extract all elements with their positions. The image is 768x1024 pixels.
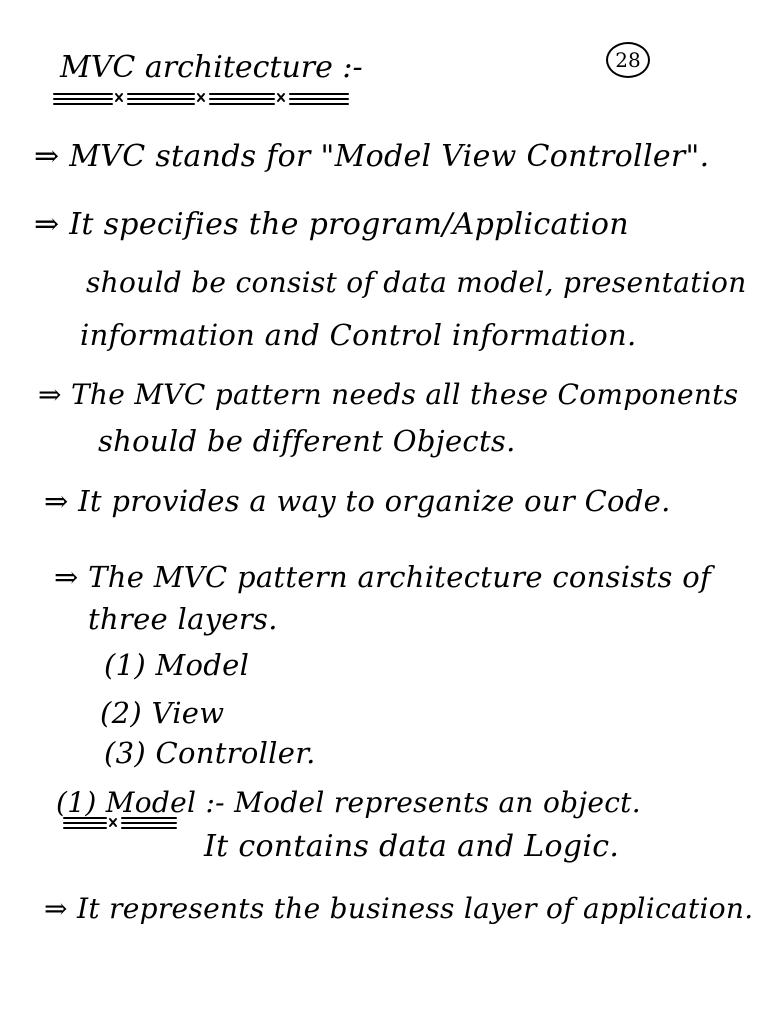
- note-line-business-layer: ⇒ It represents the business layer of application.: [44, 892, 754, 925]
- model-heading-underline-decoration: [62, 812, 192, 832]
- title-underline-decoration: [52, 88, 352, 108]
- note-line-different-objects: should be different Objects.: [98, 424, 516, 458]
- layer-list-item-model: (1) Model: [104, 648, 250, 682]
- note-line-three-layers-intro: ⇒ The MVC pattern architecture consists of: [54, 560, 711, 594]
- page-number-badge: 28: [606, 42, 650, 78]
- layer-list-item-view: (2) View: [100, 696, 225, 730]
- note-line-contains-data: It contains data and Logic.: [204, 829, 620, 864]
- note-line-three-layers: three layers.: [88, 602, 278, 636]
- note-line-pattern-needs: ⇒ The MVC pattern needs all these Components: [38, 378, 739, 411]
- note-line-mvc-definition: ⇒ MVC stands for "Model View Controller".: [34, 139, 710, 174]
- note-line-consist-of: should be consist of data model, presentation: [86, 266, 747, 299]
- page-title: MVC architecture :-: [60, 50, 363, 85]
- note-line-control-information: information and Control information.: [80, 318, 637, 352]
- note-line-model-heading: (1) Model :- Model represents an object.: [56, 786, 641, 819]
- note-line-organize-code: ⇒ It provides a way to organize our Code.: [44, 484, 671, 518]
- layer-list-item-controller: (3) Controller.: [104, 736, 316, 770]
- note-line-specifies: ⇒ It specifies the program/Application: [34, 207, 629, 242]
